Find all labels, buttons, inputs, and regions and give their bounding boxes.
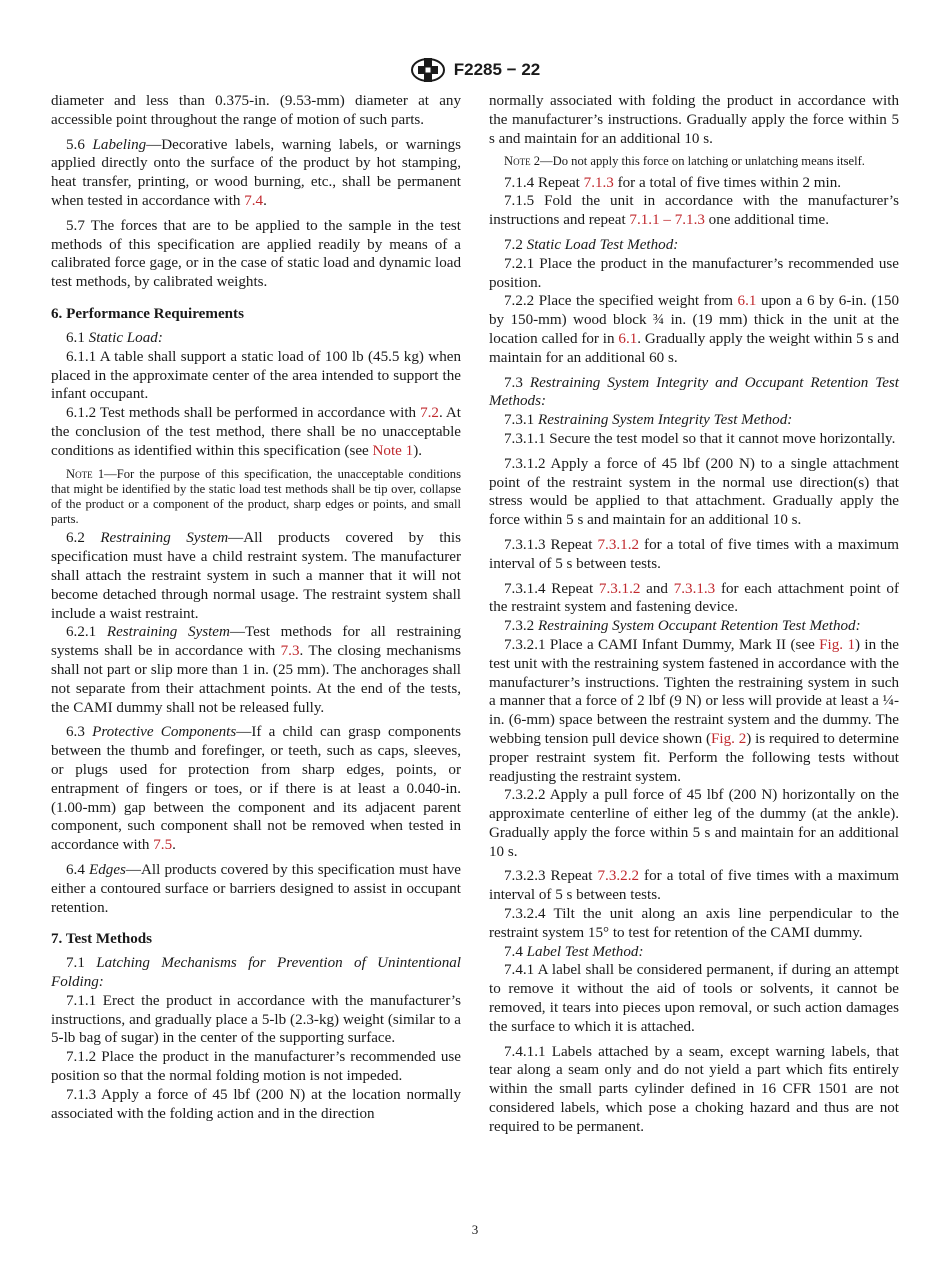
section-7-3-2-3: 7.3.2.3 Repeat 7.3.2.2 for a total of five times with a maximum interval of 5 s between tests. xyxy=(489,868,899,904)
section-7-2-2: 7.2.2 Place the specified weight from 6.1 upon a 6 by 6-in. (150 by 150-mm) wood block ¾ in. (19 mm) thick in the unit at the location called for in 6.1. Gradually apply the weight within 5 s and maintain for an additional 60 s. xyxy=(489,293,900,366)
section-7-1-4: 7.1.4 Repeat 7.1.3 for a total of five times within 2 min. xyxy=(504,174,842,191)
section-7-3-2-2: 7.3.2.2 Apply a pull force of 45 lbf (200 N) horizontally on the approximate centerline of either leg of the dummy (at the ankle). Gradually apply the force within 5 s and maintain for an additional 10 s. xyxy=(489,787,899,860)
paragraph-continued: diameter and less than 0.375-in. (9.53-mm) diameter at any accessible point throughout the range of motion of such parts. xyxy=(51,93,461,128)
section-7-3-2-4: 7.3.2.4 Tilt the unit along an axis line perpendicular to the restraint system 15° to test for retention of the CAMI dummy. xyxy=(489,906,899,941)
page-number: 3 xyxy=(471,1222,479,1237)
section-7-4-1-1: 7.4.1.1 Labels attached by a seam, except warning labels, that tear along a seam only and do not yield a part which fits entirely within the small parts cylinder defined in 16 CFR 1501 are not considered labels, which pose a choking hazard and thus are not required to be permanent. xyxy=(489,1043,899,1135)
section-7-4: 7.4 Label Test Method: xyxy=(504,943,644,960)
section-7-4-1: 7.4.1 A label shall be considered permanent, if during an attempt to remove it without the aid of tools or solvents, it cannot be removed, it tears into pieces upon removal, or such action damages the surface to which it is attached. xyxy=(489,962,899,1035)
link-note-1[interactable]: Note 1 xyxy=(372,442,414,459)
astm-logo-icon xyxy=(410,57,446,83)
heading-test-methods: 7. Test Methods xyxy=(51,931,153,948)
note-2: Note 2—Do not apply this force on latching or unlatching means itself. xyxy=(504,154,865,169)
section-7-3-2: 7.3.2 Restraining System Occupant Retention Test Method: xyxy=(504,618,861,635)
section-7-3-1-3: 7.3.1.3 Repeat 7.3.1.2 for a total of five times with a maximum interval of 5 s between tests. xyxy=(489,536,899,572)
link-7-3-1-2-b[interactable]: 7.3.1.2 xyxy=(598,580,641,597)
link-7-3-1-3[interactable]: 7.3.1.3 xyxy=(673,580,716,597)
section-7-3-1-2: 7.3.1.2 Apply a force of 45 lbf (200 N) to a single attachment point of the restraint system in the normal use direction(s) that stress would be applied to that attachment. Gradually apply the force within 5 s and maintain for an additional 10 s. xyxy=(489,455,899,529)
section-7-3-1-4: 7.3.1.4 Repeat 7.3.1.2 and 7.3.1.3 for each attachment point of the restraint system and fastening device. xyxy=(489,580,899,616)
section-7-3-1-1: 7.3.1.1 Secure the test model so that it cannot move horizontally. xyxy=(504,430,896,447)
section-6-3: 6.3 Protective Components—If a child can grasp components between the thumb and forefinger, or teeth, such as caps, sleeves, or plugs used for protection from sharp edges, points, or entrapment of fingers or toes, or if there is at least a 0.040-in. (1.00-mm) gap between the component and its adjacent parent component, such component shall not be removed when tested in accordance with 7.5. xyxy=(51,724,461,854)
section-6-2: 6.2 Restraining System—All products covered by this specification must have a child restraint system. The manufacturer shall attach the restraint system in such a manner that it will not become detached through normal usage. The restraint system shall include a waist restraint. xyxy=(51,530,462,622)
link-7-3[interactable]: 7.3 xyxy=(280,643,300,660)
section-7-1-1: 7.1.1 Erect the product in accordance with the manufacturer’s instructions, and gradually place a 5-lb (2.3-kg) weight (similar to a 5-lb bag of sugar) in the center of the supporting surface. xyxy=(51,992,461,1047)
section-5-6: 5.6 Labeling—Decorative labels, warning labels, or warnings applied directly onto the surface of the product by hot stamping, heat transfer, printing, or wood burning, etc., shall be permanent when tested in accordance with 7.4. xyxy=(51,136,462,209)
section-7-3-2-1: 7.3.2.1 Place a CAMI Infant Dummy, Mark II (see Fig. 1) in the test unit with the restraining system fastened in accordance with the manufacturer’s instructions. Tighten the restraining system in such a manner that a force of 2 lbf (9 N) or less will provide at least a ¼-in. (6-mm) space between the restraint system and the dummy. The webbing tension pull device shown (Fig. 2) is required to determine proper restraint system fit. Perform the following tests without readjusting the restraint system. xyxy=(489,636,899,785)
link-7-5[interactable]: 7.5 xyxy=(153,837,173,854)
section-7-1-5: 7.1.5 Fold the unit in accordance with the manufacturer’s instructions and repeat 7.1.1 – 7.1.3 one additional time. xyxy=(489,193,899,229)
section-7-2-1: 7.2.1 Place the product in the manufacturer’s recommended use position. xyxy=(489,255,899,291)
link-7-3-2-2[interactable]: 7.3.2.2 xyxy=(597,868,640,885)
left-column xyxy=(51,92,461,1123)
link-7-4[interactable]: 7.4 xyxy=(244,192,264,209)
link-fig-2[interactable]: Fig. 2 xyxy=(710,730,747,747)
standard-designation: F2285 − 22 xyxy=(453,60,541,79)
section-7-1: 7.1 Latching Mechanisms for Prevention of Unintentional Folding: xyxy=(51,955,462,991)
heading-performance-requirements: 6. Performance Requirements xyxy=(51,305,244,322)
section-7-2: 7.2 Static Load Test Method: xyxy=(504,236,679,253)
section-7-3-1: 7.3.1 Restraining System Integrity Test Method: xyxy=(504,412,793,429)
paragraph-continued: normally associated with folding the product in accordance with the manufacturer’s instructions. Gradually apply the force within 5 s and maintain for an additional 10 s. xyxy=(489,93,899,147)
section-6-2-1: 6.2.1 Restraining System—Test methods for all restraining systems shall be in accordance with 7.3. The closing mechanisms shall not part or slip more than 1 in. (25 mm). The anchorages shall not separate from their attachment points. At the end of the tests, the CAMI dummy shall not be released fully. xyxy=(51,624,462,716)
section-6-1: 6.1 Static Load: xyxy=(66,329,163,346)
link-6-1-b[interactable]: 6.1 xyxy=(618,330,638,347)
section-6-1-1: 6.1.1 A table shall support a static load of 100 lb (45.5 kg) when placed in the approximate center of the area intended to support the infant occupant. xyxy=(51,348,461,403)
section-5-7: 5.7 The forces that are to be applied to the sample in the test methods of this specification are applied readily by means of a calibrated force gage, or in the case of static load and dynamic load test methods, by calibrated weights. xyxy=(51,217,461,291)
link-7-2[interactable]: 7.2 xyxy=(420,405,439,422)
link-7-1-1-to-7-1-3[interactable]: 7.1.1 – 7.1.3 xyxy=(629,212,705,229)
section-7-3: 7.3 Restraining System Integrity and Occupant Retention Test Methods: xyxy=(489,374,900,410)
link-fig-1[interactable]: Fig. 1 xyxy=(819,636,855,653)
link-7-3-1-2[interactable]: 7.3.1.2 xyxy=(597,536,640,553)
link-6-1[interactable]: 6.1 xyxy=(737,293,757,310)
right-column xyxy=(489,92,899,1137)
link-7-1-3[interactable]: 7.1.3 xyxy=(583,174,614,191)
page-header xyxy=(0,56,950,84)
section-6-1-2: 6.1.2 Test methods shall be performed in accordance with 7.2. At the conclusion of the test method, there shall be no unacceptable conditions as identified within this specification (see Note 1). xyxy=(51,405,461,459)
section-7-1-3: 7.1.3 Apply a force of 45 lbf (200 N) at the location normally associated with the folding action and in the direction xyxy=(51,1086,461,1122)
section-6-4: 6.4 Edges—All products covered by this specification must have either a contoured surface or barriers designed to assist in occupant retention. xyxy=(51,861,462,916)
section-7-1-2: 7.1.2 Place the product in the manufacturer’s recommended use position so that the normal folding motion is not impeded. xyxy=(51,1049,461,1085)
note-1: Note 1—For the purpose of this specification, the unacceptable conditions that might be identified by the static load test methods shall be tip over, collapse of the product or a component of the product, sharp edges or points, and small parts. xyxy=(51,466,461,527)
